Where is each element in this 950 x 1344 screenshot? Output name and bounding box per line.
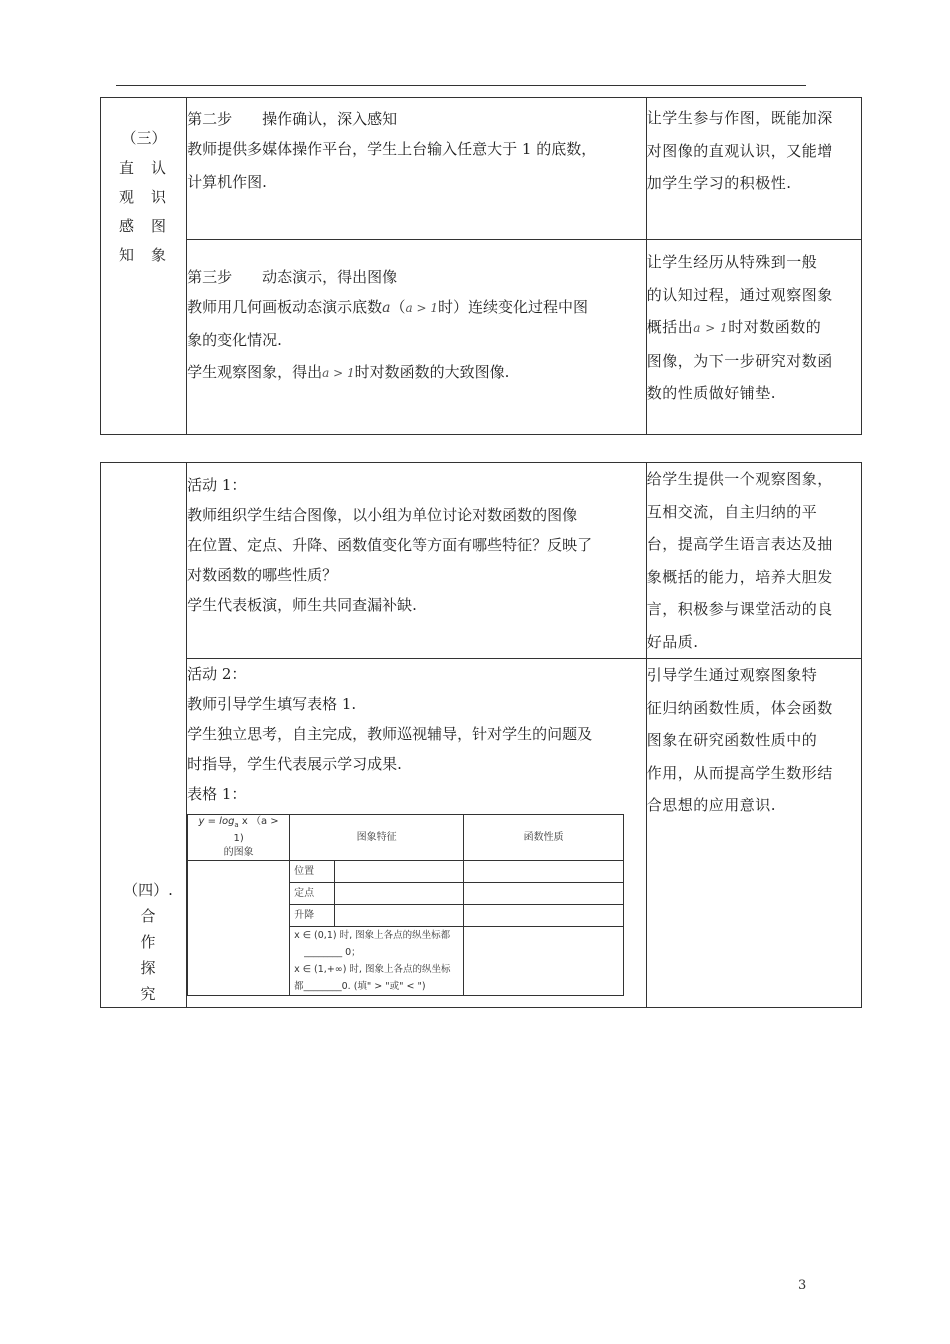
section3-number: （三） xyxy=(121,129,167,147)
step3-title: 第三步 动态演示，得出图像 xyxy=(187,268,398,286)
page-number: 3 xyxy=(798,1278,807,1293)
table-1 xyxy=(187,814,624,996)
step3-line2: 象的变化情况. xyxy=(187,331,282,349)
table1-value-cell[interactable]: x ∈ (0,1) 时, 图象上各点的纵坐标都 ________ 0； x ∈ (1,+∞) 时, 图象上各点的纵坐标 都________0. (填" > "或" < ") xyxy=(290,927,464,996)
table1-prop-cell[interactable] xyxy=(464,861,624,883)
table1-head-props: 函数性质 xyxy=(464,815,624,861)
header-rule xyxy=(116,85,806,86)
step2-intent: 让学生参与作图，既能加深 对图像的直观认识，又能增 加学生学习的积极性. xyxy=(646,98,861,240)
section3-right-chars: 认 识 图 象 xyxy=(151,159,167,264)
step3-content xyxy=(187,240,647,435)
section4-label: （四）. 合 作 探 究 xyxy=(123,881,173,1003)
section3-stage-cell xyxy=(101,98,187,435)
activity2-title: 活动 2： xyxy=(187,665,247,683)
table1-input-cell[interactable] xyxy=(335,861,463,882)
step2-body-line: 教师提供多媒体操作平台，学生上台输入任意大于 1 的底数， xyxy=(187,140,597,158)
table1-graph-cell xyxy=(188,861,290,996)
activity1-content: 活动 1： 教师组织学生结合图像，以小组为单位讨论对数函数的图像 在位置、定点、升降、函数值变化等方面有哪些特征？反映了 对数函数的哪些性质？ 学生代表板演，师生共同查漏补缺. xyxy=(187,463,647,659)
section3-left-chars: 直 观 感 知 xyxy=(119,159,135,264)
activity2-content: 活动 2： 教师引导学生填写表格 1. 学生独立思考，自主完成，教师巡视辅导，针对学生的问题及 时指导，学生代表展示学习成果. 表格 1： $y = \log_a x$ （a > 1) 的图象 图象特征 函数性质 位置 定点 升降 x ∈ (0,1) 时, 图象上各点的纵坐标都 ________ 0； x ∈ (1,+∞) 时, 图象上各点的纵坐标 都________0. (填" > "或" < ") xyxy=(187,659,647,1008)
table1-row-label: 定点 xyxy=(290,883,335,904)
table1-input-cell[interactable] xyxy=(335,883,463,904)
table1-head-features: 图象特征 xyxy=(290,815,464,861)
activity2-intent: 引导学生通过观察图象特 征归纳函数性质，体会函数 图象在研究函数性质中的 作用，从而提高学生数形结 合思想的应用意识. xyxy=(646,659,861,1008)
section4-table xyxy=(100,462,862,1008)
step3-line3: 学生观察图象，得出a > 1时对数函数的大致图像. xyxy=(187,363,510,381)
table1-prop-cell[interactable] xyxy=(464,927,624,996)
table1-head-graph: $y = \log_a x$ （a > 1) 的图象 xyxy=(188,815,290,861)
section3-table xyxy=(100,97,862,435)
step2-body-line: 计算机作图. xyxy=(187,173,267,191)
section4-stage-cell xyxy=(101,463,187,1008)
activity1-intent: 给学生提供一个观察图象， 互相交流，自主归纳的平 台，提高学生语言表达及抽 象概括的能力，培养大胆发 言，积极参与课堂活动的良 好品质. xyxy=(646,463,861,659)
step2-title: 第二步 操作确认，深入感知 xyxy=(187,110,398,128)
step3-intent: 让学生经历从特殊到一般 的认知过程，通过观察图象 概括出a > 1时对数函数的 图像，为下一步研究对数函 数的性质做好铺垫. xyxy=(646,240,861,435)
step2-content xyxy=(187,98,647,240)
table1-row-label: 位置 xyxy=(290,861,335,882)
step3-line1: 教师用几何画板动态演示底数a（a > 1时）连续变化过程中图 xyxy=(187,298,588,316)
table1-prop-cell[interactable] xyxy=(464,883,624,905)
table1-row-label: 升降 xyxy=(290,905,335,926)
table1-input-cell[interactable] xyxy=(335,905,463,926)
table1-prop-cell[interactable] xyxy=(464,905,624,927)
activity1-title: 活动 1： xyxy=(187,476,247,494)
